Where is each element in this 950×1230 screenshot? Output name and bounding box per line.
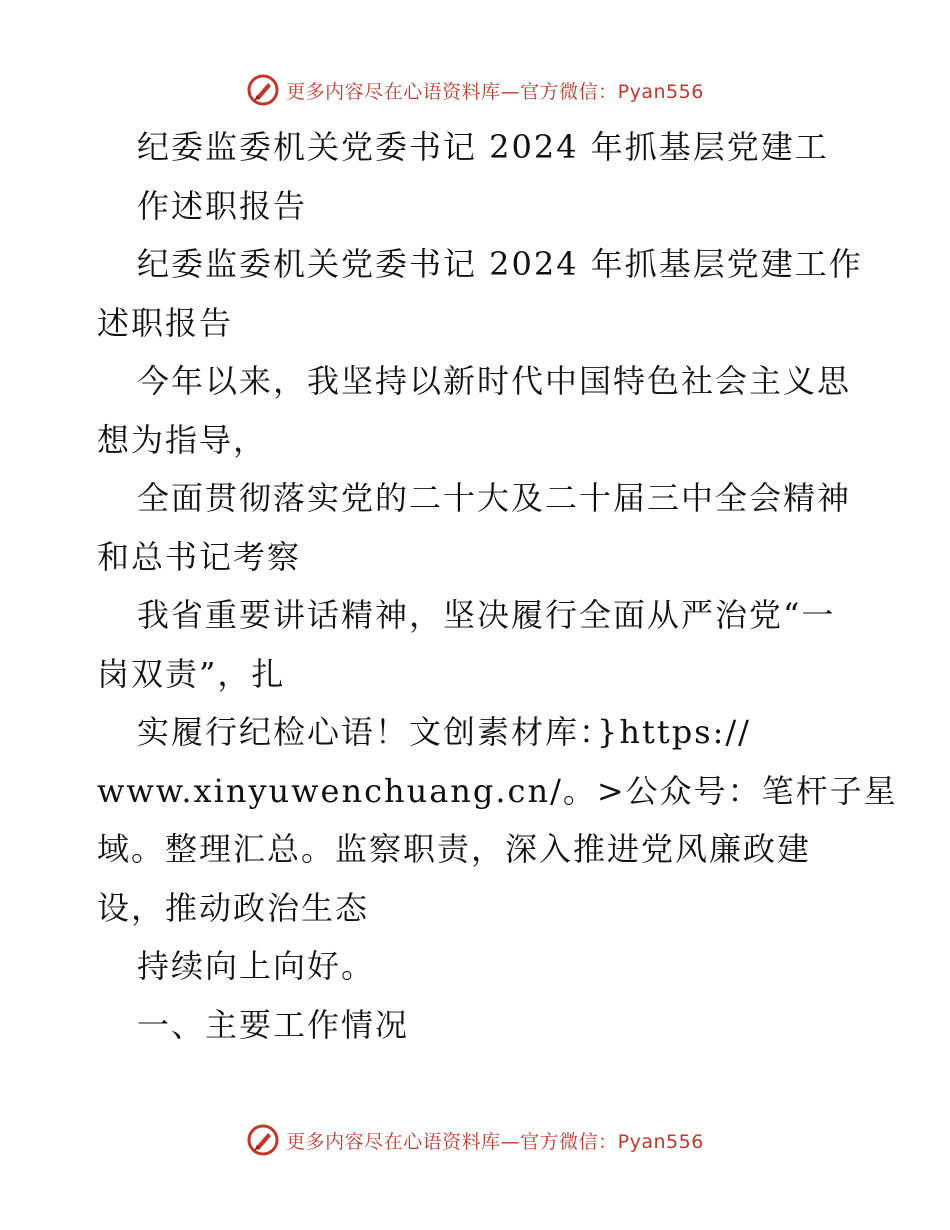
document-line: 域。整理汇总。监察职责，深入推进党风廉政建 — [97, 830, 812, 868]
document-line: 岗双责”，扎 — [97, 654, 286, 693]
header-banner-text: 更多内容尽在心语资料库—官方微信：Pyan556 — [286, 80, 704, 103]
document-line: 想为指导， — [97, 420, 268, 459]
document-line: 设，推动政治生态 — [97, 888, 370, 927]
document-line: 持续向上向好。 — [137, 947, 376, 985]
document-line: www.xinyuwenchuang.cn/。>公众号：笔杆子星 — [97, 771, 898, 810]
pen-in-circle-logo-icon — [246, 1123, 280, 1157]
document-line: 实履行纪检心语！文创素材库：}https:// — [137, 713, 751, 751]
document-line: 一、主要工作情况 — [137, 1005, 410, 1044]
document-line: 纪委监委机关党委书记 2024 年抓基层党建工作 — [137, 245, 863, 283]
document-line: 纪委监委机关党委书记 2024 年抓基层党建工 — [137, 128, 829, 166]
pen-in-circle-logo-icon — [246, 73, 280, 107]
document-line: 作述职报告 — [137, 186, 308, 225]
document-line: 全面贯彻落实党的二十大及二十届三中全会精神 — [137, 479, 852, 517]
document-body — [97, 118, 898, 1054]
header-banner — [0, 70, 950, 110]
document-line: 我省重要讲话精神，坚决履行全面从严治党“一 — [137, 596, 836, 634]
footer-banner-text: 更多内容尽在心语资料库—官方微信：Pyan556 — [286, 1130, 704, 1153]
footer-banner — [0, 1120, 950, 1160]
document-line: 今年以来，我坚持以新时代中国特色社会主义思 — [137, 362, 852, 400]
document-line: 述职报告 — [97, 303, 234, 342]
document-line: 和总书记考察 — [97, 537, 302, 576]
